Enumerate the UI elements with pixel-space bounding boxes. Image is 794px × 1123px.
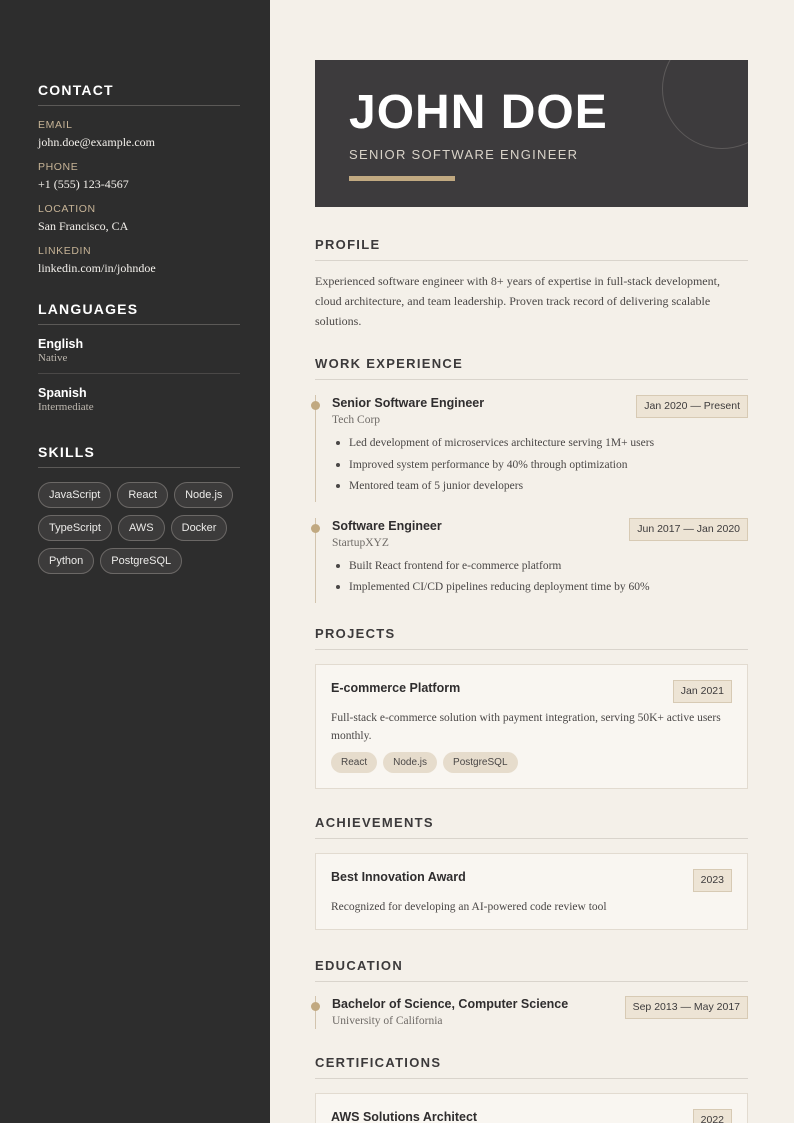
contact-label: EMAIL [38,119,73,131]
tech-tag: React [331,752,377,773]
language-level: Intermediate [38,401,94,413]
project-title: E-commerce Platform [331,680,461,695]
profile-heading: PROFILE [315,237,748,261]
main-content [315,60,748,1123]
achievements-section [315,815,748,930]
accent-bar [349,176,455,181]
contact-email [38,119,240,150]
timeline-dot [311,524,320,533]
date-badge: Sep 2013 — May 2017 [625,996,748,1019]
company-name: Tech Corp [332,414,381,426]
skill-chip: Python [38,548,94,574]
tech-tag: Node.js [383,752,437,773]
timeline-dot [311,1002,320,1011]
achievement-card [315,853,748,930]
tag-list [331,752,732,773]
skill-chip: JavaScript [38,482,111,508]
skill-chip: PostgreSQL [100,548,182,574]
education-section [315,958,748,1029]
contact-phone [38,161,240,192]
bullet-item: Improved system performance by 40% through optimization [332,457,748,473]
skill-chip: Docker [171,515,228,541]
skill-chip: TypeScript [38,515,112,541]
date-badge: Jun 2017 — Jan 2020 [629,518,748,541]
bullet-item: Built React frontend for e-commerce platform [332,558,748,574]
linkedin-value[interactable]: linkedin.com/in/johndoe [38,261,156,275]
experience-item [315,395,748,502]
date-badge: 2023 [693,869,732,892]
skill-chip: AWS [118,515,165,541]
email-value[interactable]: john.doe@example.com [38,135,156,149]
language-item [38,325,240,374]
language-name: English [38,337,84,351]
skills-heading: SKILLS [38,444,240,468]
language-item [38,374,240,422]
location-value: San Francisco, CA [38,219,129,233]
languages-heading: LANGUAGES [38,301,240,325]
certification-card [315,1093,748,1123]
education-heading: EDUCATION [315,958,748,982]
project-description: Full-stack e-commerce solution with payment integration, serving 50K+ active users monthly. [331,711,721,742]
certification-title: AWS Solutions Architect [331,1109,478,1123]
contact-label: LOCATION [38,203,96,215]
profile-text: Experienced software engineer with 8+ years of expertise in full-stack development, cloud architecture, and team leadership. Proven track record of delivering scalable solutions. [315,274,720,328]
skill-chip: Node.js [174,482,233,508]
bullet-item: Mentored team of 5 junior developers [332,478,748,494]
experience-heading: WORK EXPERIENCE [315,356,748,380]
skills-list [38,482,240,574]
profile-section [315,237,748,331]
job-title-header: SENIOR SOFTWARE ENGINEER [349,147,579,162]
experience-item [315,518,748,603]
bullet-list [332,558,748,596]
achievement-description: Recognized for developing an AI-powered code review tool [331,900,607,913]
phone-value[interactable]: +1 (555) 123-4567 [38,177,129,191]
degree-title: Bachelor of Science, Computer Science [332,996,569,1011]
certifications-heading: CERTIFICATIONS [315,1055,748,1079]
contact-heading: CONTACT [38,82,240,106]
contact-label: PHONE [38,161,79,173]
bullet-list [332,435,748,494]
projects-heading: PROJECTS [315,626,748,650]
tech-tag: PostgreSQL [443,752,517,773]
language-name: Spanish [38,386,87,400]
school-name: University of California [332,1014,443,1027]
project-card [315,664,748,789]
contact-linkedin [38,245,240,276]
experience-section [315,356,748,603]
projects-section [315,626,748,789]
contact-list [38,119,240,276]
date-badge: Jan 2020 — Present [636,395,748,418]
company-name: StartupXYZ [332,536,389,549]
header-card [315,60,748,207]
job-title: Senior Software Engineer [332,396,485,410]
contact-location [38,203,240,234]
sidebar [0,0,270,1123]
date-badge: 2022 [693,1109,732,1123]
candidate-name: JOHN DOE [349,86,608,139]
bullet-item: Implemented CI/CD pipelines reducing deployment time by 60% [332,579,748,595]
timeline-dot [311,401,320,410]
certifications-section [315,1055,748,1123]
bullet-item: Led development of microservices architecture serving 1M+ users [332,435,748,451]
achievements-heading: ACHIEVEMENTS [315,815,748,839]
skill-chip: React [117,482,168,508]
contact-label: LINKEDIN [38,245,92,257]
language-level: Native [38,352,68,364]
achievement-title: Best Innovation Award [331,869,466,884]
education-item [315,996,748,1029]
date-badge: Jan 2021 [673,680,732,703]
job-title: Software Engineer [332,518,442,533]
